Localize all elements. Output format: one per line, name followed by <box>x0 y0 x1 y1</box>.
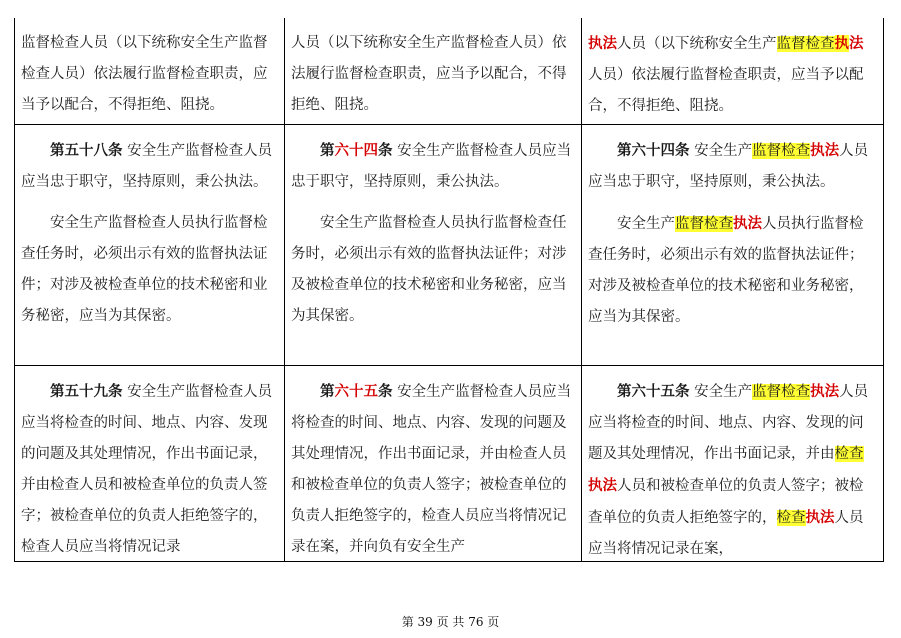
cell-original <box>15 366 285 562</box>
text-run: 安全生产监督检查人员应当忠于职守，坚持原则，秉公执法。 <box>291 143 572 190</box>
emphasis-text: 监督检查 <box>752 143 811 159</box>
emphasis-text: 第 <box>320 383 335 400</box>
paragraph <box>588 376 875 562</box>
cell-revised <box>582 18 883 124</box>
paragraph <box>588 28 875 122</box>
emphasis-text: 检查 <box>834 446 864 462</box>
emphasis-text: 执法 <box>588 477 617 494</box>
table-row <box>15 365 883 562</box>
emphasis-text: 条 <box>378 383 393 400</box>
emphasis-text: 执 <box>834 35 849 52</box>
emphasis-text: 第六十五条 <box>617 383 690 400</box>
text-run: 人员应当将情况记录在案， <box>588 510 864 557</box>
paragraph <box>291 135 573 198</box>
text-run: 安全生产 <box>617 216 675 232</box>
emphasis-text: 执法 <box>588 35 617 52</box>
emphasis-text: 第 <box>320 142 335 159</box>
emphasis-text: 执法 <box>805 509 835 526</box>
comparison-table <box>14 18 884 562</box>
cell-original <box>15 18 285 124</box>
emphasis-text: 六十五 <box>334 383 378 400</box>
cell-revised <box>582 366 883 562</box>
cell-original <box>15 125 285 366</box>
emphasis-text: 执法 <box>810 142 840 159</box>
text-run: 人员（以下统称安全生产监督检查人员）依法履行监督检查职责，应当予以配合，不得拒绝、阻挠。 <box>291 35 567 113</box>
text-run: 安全生产监督检查人员执行监督检查任务时，必须出示有效的监督执法证件；对涉及被检查单位的技术秘密和业务秘密，应当为其保密。 <box>21 215 268 324</box>
text-run: 人员应当将检查的时间、地点、内容、发现的问题及其处理情况，作出书面记录，并由 <box>588 384 869 462</box>
text-run: 安全生产监督检查人员应当忠于职守，坚持原则，秉公执法。 <box>21 143 273 190</box>
emphasis-text: 六十四 <box>334 142 378 159</box>
emphasis-text: 条 <box>378 142 393 159</box>
cell-draft <box>285 18 582 124</box>
emphasis-text: 第五十八条 <box>50 142 123 159</box>
emphasis-text: 法 <box>849 35 864 52</box>
emphasis-text: 第六十四条 <box>617 142 690 159</box>
text-run: 人员（以下统称安全生产 <box>617 36 777 52</box>
paragraph <box>21 135 276 198</box>
emphasis-text: 执法 <box>810 383 840 400</box>
text-run: 安全生产 <box>689 143 753 159</box>
paragraph <box>291 28 573 121</box>
paragraph <box>291 376 573 562</box>
paragraph <box>588 208 875 333</box>
table-row <box>15 18 883 124</box>
text-run: 安全生产 <box>689 384 753 400</box>
text-run: 安全生产监督检查人员应当将检查的时间、地点、内容、发现的问题及其处理情况，作出书面记录，并由检查人员和被检查单位的负责人签字；被检查单位的负责人拒绝签字的，检查人员应当将情况记录在案，并向负有安全生产 <box>291 384 572 555</box>
text-run: 人员执行监督检查任务时，必须出示有效的监督执法证件；对涉及被检查单位的技术秘密和业务秘密，应当为其保密。 <box>588 216 864 325</box>
emphasis-text: 执法 <box>733 215 762 232</box>
emphasis-text: 监督检查 <box>752 384 811 400</box>
emphasis-text: 监督检查 <box>675 216 733 232</box>
cell-draft <box>285 366 582 562</box>
text-run: 安全生产监督检查人员执行监督检查任务时，必须出示有效的监督执法证件；对涉及被检查单位的技术秘密和业务秘密，应当为其保密。 <box>291 215 567 324</box>
text-run: 监督检查人员（以下统称安全生产监督检查人员）依法履行监督检查职责，应当予以配合，不得拒绝、阻挠。 <box>21 35 268 113</box>
text-run: 人员）依法履行监督检查职责，应当予以配合，不得拒绝、阻挠。 <box>588 67 864 114</box>
text-run: 安全生产监督检查人员应当将检查的时间、地点、内容、发现的问题及其处理情况，作出书面记录，并由检查人员和被检查单位的负责人签字；被检查单位的负责人拒绝签字的，检查人员应当将情况记录 <box>21 384 273 555</box>
table-row <box>15 124 883 366</box>
text-run: 人员和被检查单位的负责人签字；被检查单位的负责人拒绝签字的， <box>588 478 864 526</box>
paragraph <box>21 208 276 332</box>
text-run: 人员应当忠于职守，坚持原则，秉公执法。 <box>588 143 869 190</box>
cell-draft <box>285 125 582 366</box>
paragraph <box>291 208 573 332</box>
emphasis-text: 检查 <box>776 510 806 526</box>
emphasis-text: 监督检查 <box>776 36 835 52</box>
paragraph <box>21 28 276 121</box>
paragraph <box>21 376 276 562</box>
cell-revised <box>582 125 883 366</box>
emphasis-text: 第五十九条 <box>50 383 123 400</box>
page-footer: 第 39 页 共 76 页 <box>401 615 500 629</box>
paragraph <box>588 135 875 198</box>
